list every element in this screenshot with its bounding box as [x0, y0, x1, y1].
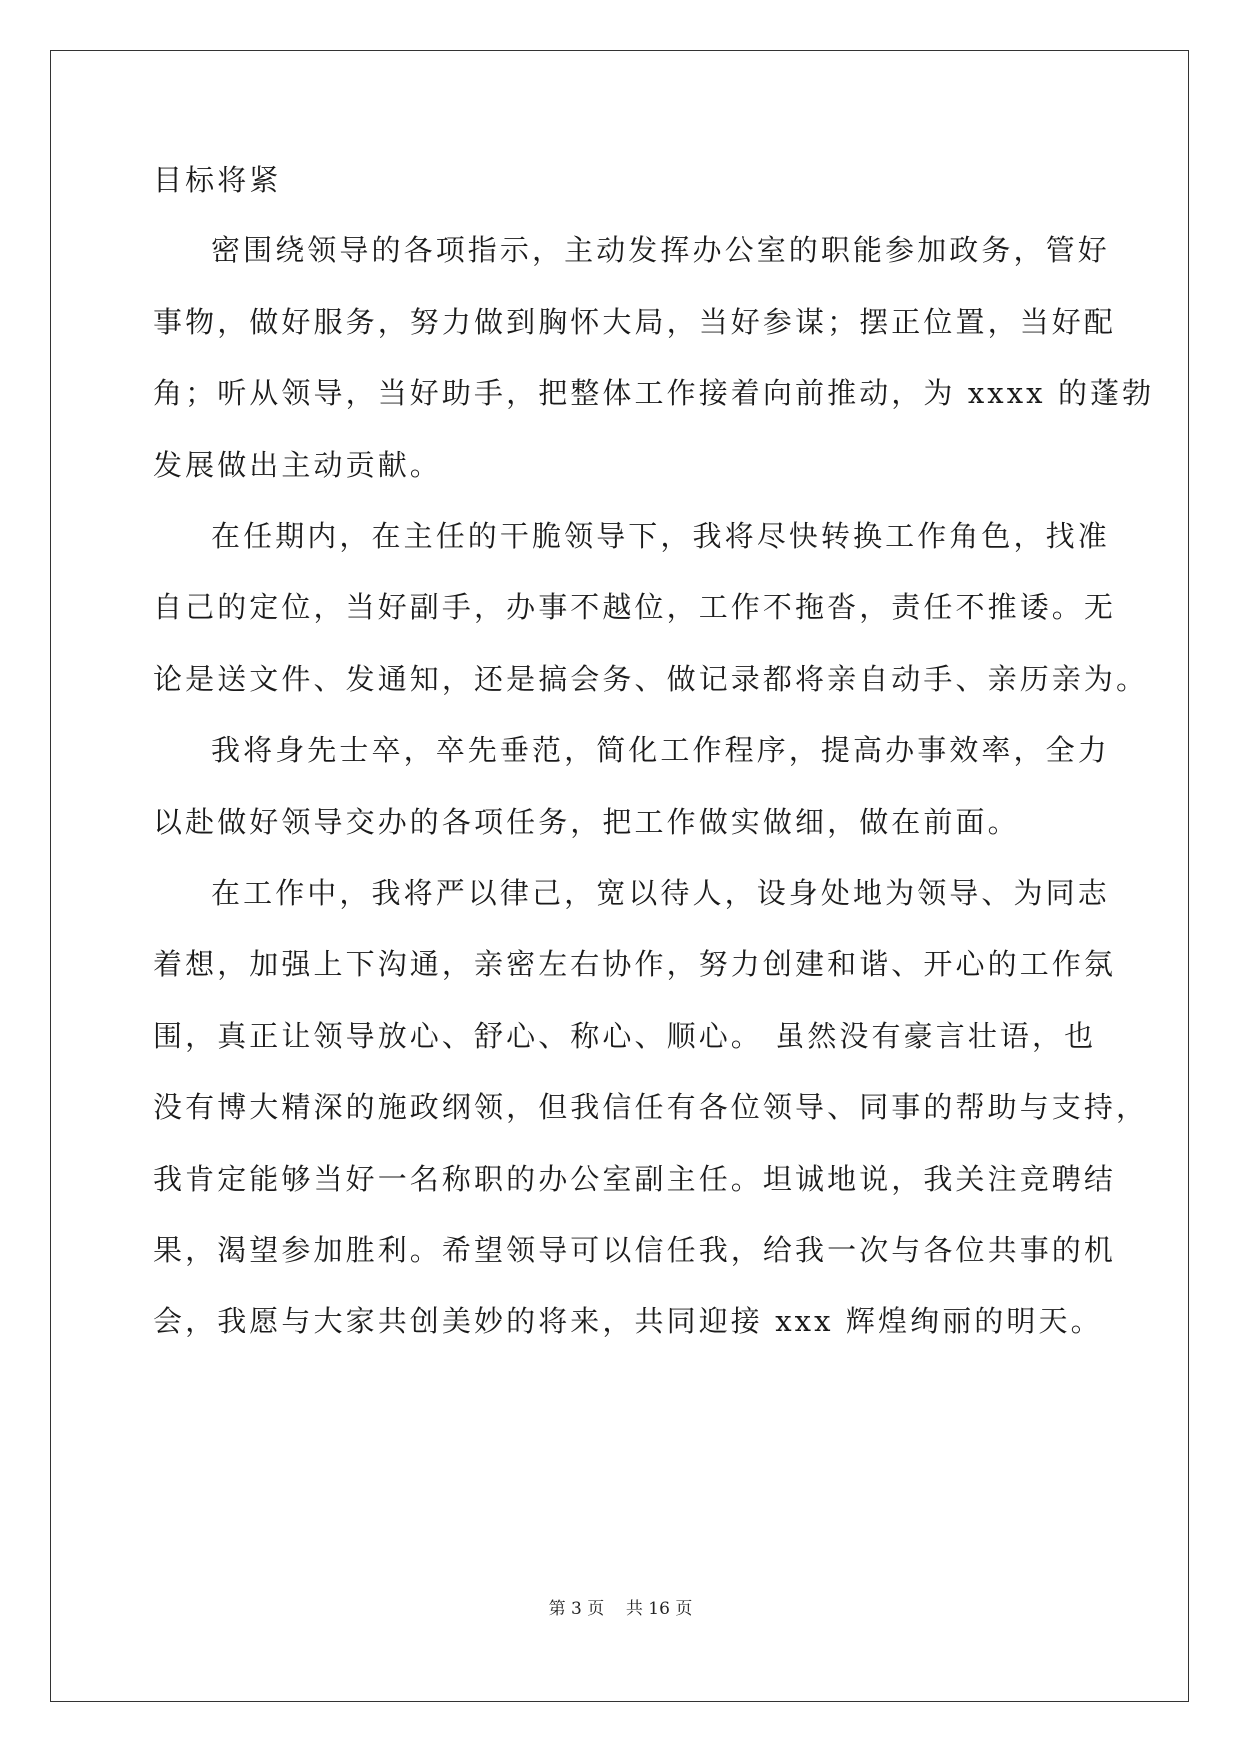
- text-line: 果，渴望参加胜利。希望领导可以信任我，给我一次与各位共事的机: [153, 1233, 1117, 1267]
- text-line: 发展做出主动贡献。: [153, 448, 442, 482]
- text-line: 目标将紧: [153, 163, 282, 197]
- text-line: 会，我愿与大家共创美妙的将来，共同迎接 xxx 辉煌绚丽的明天。: [153, 1304, 1103, 1338]
- paragraph-line: 在任期内，在主任的干脆领导下，我将尽快转换工作角色，找准: [211, 519, 1110, 553]
- paragraph-line: 在工作中，我将严以律己，宽以待人，设身处地为领导、为同志: [211, 876, 1110, 910]
- text-line: 没有博大精深的施政纲领，但我信任有各位领导、同事的帮助与支持，: [153, 1090, 1149, 1124]
- paragraph-line: 我将身先士卒，卒先垂范，简化工作程序，提高办事效率，全力: [211, 733, 1110, 767]
- text-line: 自己的定位，当好副手，办事不越位，工作不拖沓，责任不推诿。无: [153, 590, 1117, 624]
- text-line: 论是送文件、发通知，还是搞会务、做记录都将亲自动手、亲历亲为。: [153, 662, 1149, 696]
- paragraph-line: 密围绕领导的各项指示，主动发挥办公室的职能参加政务，管好: [211, 233, 1110, 267]
- text-line: 围，真正让领导放心、舒心、称心、顺心。 虽然没有豪言壮语，也: [153, 1019, 1097, 1053]
- page-number-label: 第 3 页 共 16 页: [548, 1599, 693, 1619]
- text-line: 以赴做好领导交办的各项任务，把工作做实做细，做在前面。: [153, 805, 1020, 839]
- text-line: 角；听从领导，当好助手，把整体工作接着向前推动，为 xxxx 的蓬勃: [153, 376, 1155, 410]
- page-number-footer: [0, 1597, 1241, 1621]
- text-line: 事物，做好服务，努力做到胸怀大局，当好参谋；摆正位置，当好配: [153, 305, 1117, 339]
- text-line: 着想，加强上下沟通，亲密左右协作，努力创建和谐、开心的工作氛: [153, 947, 1117, 981]
- text-line: 我肯定能够当好一名称职的办公室副主任。坦诚地说，我关注竞聘结: [153, 1162, 1117, 1196]
